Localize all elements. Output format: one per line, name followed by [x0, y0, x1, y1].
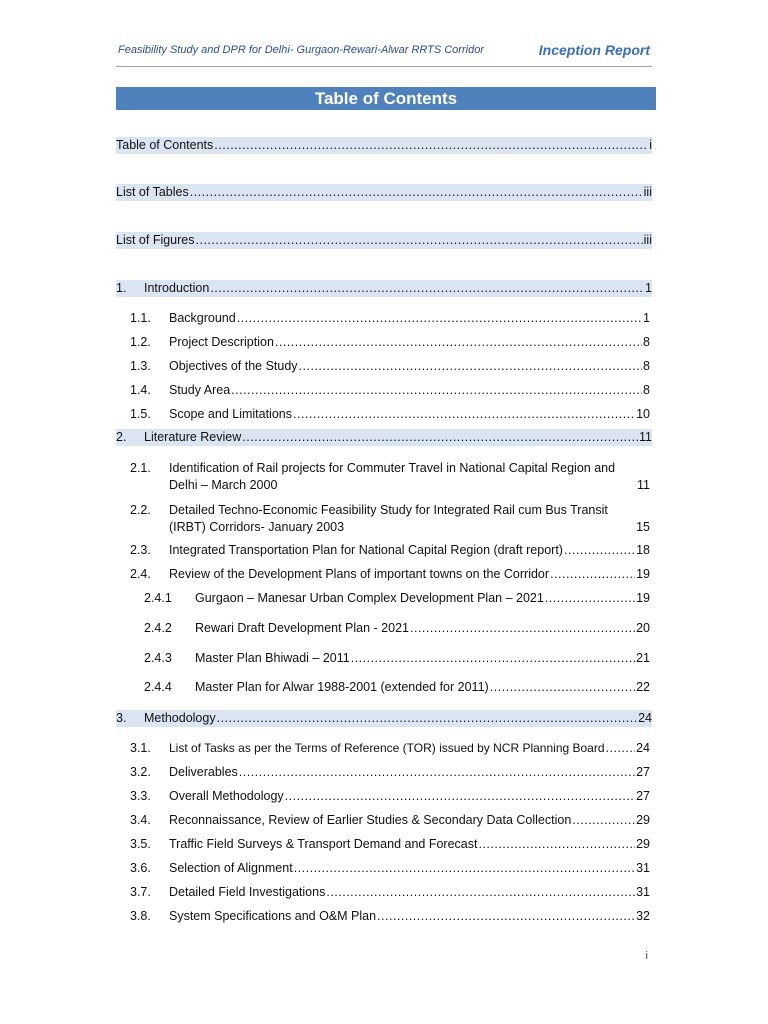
dot-leader [572, 813, 635, 828]
toc-entry-number: 2.3. [130, 543, 151, 557]
toc-entry-page: 31 [636, 885, 650, 899]
toc-entry-chapter-1[interactable] [116, 280, 652, 297]
toc-entry-page: 19 [636, 591, 650, 605]
toc-entry-list-of-figures[interactable] [116, 232, 652, 249]
dot-leader [490, 680, 635, 695]
toc-entry-title: Table of Contents [116, 138, 214, 152]
toc-entry-number: 2.4.3 [144, 651, 172, 665]
toc-entry-3-2[interactable] [130, 765, 650, 780]
toc-entry-title: System Specifications and O&M Plan [169, 909, 377, 923]
dot-leader [214, 138, 648, 153]
toc-entry-number: 3.5. [130, 837, 151, 851]
toc-entry-title: Master Plan for Alwar 1988-2001 (extended for 2011) [195, 680, 489, 694]
toc-entry-page: i [649, 138, 652, 152]
toc-entry-title: List of Figures [116, 233, 195, 247]
toc-entry-title: Selection of Alignment [169, 861, 293, 875]
toc-entry-page: 11 [637, 478, 650, 492]
toc-entry-3-8[interactable] [130, 909, 650, 924]
dot-leader [275, 335, 642, 350]
dot-leader [196, 233, 643, 248]
toc-entry-title: Objectives of the Study [169, 359, 298, 373]
dot-leader [237, 311, 642, 326]
dot-leader [326, 885, 635, 900]
toc-entry-2-4-2[interactable] [144, 621, 650, 636]
toc-entry-2-4-3[interactable] [144, 651, 650, 666]
toc-entry-chapter-2[interactable] [116, 429, 652, 446]
toc-entry-number: 3.8. [130, 909, 151, 923]
dot-leader [217, 711, 638, 726]
toc-entry-2-4-4[interactable] [144, 680, 650, 695]
toc-entry-title: Integrated Transportation Plan for National Capital Region (draft report) [169, 543, 563, 557]
toc-entry-title: Study Area [169, 383, 231, 397]
toc-entry-number: 1.1. [130, 311, 151, 325]
toc-entry-number: 3.2. [130, 765, 151, 779]
toc-entry-title: Introduction [144, 281, 210, 295]
page-number: i [645, 950, 648, 962]
toc-entry-title: Scope and Limitations [169, 407, 292, 421]
dot-leader [285, 789, 635, 804]
toc-entry-page: 29 [636, 813, 650, 827]
toc-entry-number: 3. [116, 711, 127, 725]
toc-entry-2-1[interactable] [130, 460, 650, 494]
toc-entry-number: 2.4.1 [144, 591, 172, 605]
toc-entry-page: 8 [643, 335, 650, 349]
dot-leader [377, 909, 635, 924]
document-title: Feasibility Study and DPR for Delhi- Gurgaon-Rewari-Alwar RRTS Corridor [118, 44, 484, 56]
dot-leader [478, 837, 635, 852]
toc-entry-title: Gurgaon – Manesar Urban Complex Development Plan – 2021 [195, 591, 544, 605]
toc-entry-title-line2: Delhi – March 2000 [169, 478, 278, 492]
toc-entry-page: 32 [636, 909, 650, 923]
toc-entry-number: 2.4. [130, 567, 151, 581]
dot-leader [231, 383, 642, 398]
dot-leader [190, 185, 643, 200]
toc-entry-2-2[interactable] [130, 502, 650, 536]
toc-entry-number: 3.1. [130, 741, 151, 755]
dot-leader [545, 591, 635, 606]
toc-entry-title: Project Description [169, 335, 274, 349]
toc-entry-page: 19 [636, 567, 650, 581]
toc-entry-number: 3.3. [130, 789, 151, 803]
toc-entry-number: 3.7. [130, 885, 151, 899]
toc-entry-1-5[interactable] [130, 407, 650, 422]
toc-entry-page: 15 [636, 520, 650, 534]
toc-entry-title: Overall Methodology [169, 789, 284, 803]
toc-entry-page: 18 [636, 543, 650, 557]
toc-entry-title: Rewari Draft Development Plan - 2021 [195, 621, 409, 635]
toc-entry-title: Master Plan Bhiwadi – 2011 [195, 651, 350, 665]
toc-entry-title: Review of the Development Plans of important towns on the Corridor [169, 567, 550, 581]
toc-entry-title: Literature Review [144, 430, 242, 444]
toc-entry-page: 1 [643, 311, 650, 325]
dot-leader [410, 621, 635, 636]
toc-entry-2-4[interactable] [130, 567, 650, 582]
toc-entry-title: Reconnaissance, Review of Earlier Studies & Secondary Data Collection [169, 813, 572, 827]
dot-leader [294, 861, 635, 876]
dot-leader [299, 359, 643, 374]
toc-entry-page: 1 [645, 281, 652, 295]
toc-entry-page: 29 [636, 837, 650, 851]
dot-leader [351, 651, 635, 666]
toc-entry-page: 31 [636, 861, 650, 875]
dot-leader [210, 281, 644, 296]
toc-entry-title: Background [169, 311, 236, 325]
toc-entry-1-3[interactable] [130, 359, 650, 374]
toc-entry-3-4[interactable] [130, 813, 650, 828]
toc-entry-2-4-1[interactable] [144, 591, 650, 606]
toc-entry-title: Deliverables [169, 765, 238, 779]
toc-entry-number: 2.2. [130, 503, 151, 517]
dot-leader [550, 567, 635, 582]
toc-entry-page: 24 [636, 741, 650, 755]
toc-entry-1-4[interactable] [130, 383, 650, 398]
report-type: Inception Report [538, 42, 650, 58]
toc-entry-page: iii [643, 233, 652, 247]
toc-entry-3-6[interactable] [130, 861, 650, 876]
toc-entry-title: Methodology [144, 711, 216, 725]
toc-entry-page: 8 [643, 359, 650, 373]
toc-entry-title-line1: Identification of Rail projects for Commuter Travel in National Capital Region and [169, 461, 616, 475]
toc-entry-3-3[interactable] [130, 789, 650, 804]
toc-entry-page: 22 [636, 680, 650, 694]
toc-entry-3-7[interactable] [130, 885, 650, 900]
dot-leader [242, 430, 638, 445]
toc-entry-number: 1.2. [130, 335, 151, 349]
toc-entry-number: 3.6. [130, 861, 151, 875]
toc-entry-title: Traffic Field Surveys & Transport Demand and Forecast [169, 837, 478, 851]
toc-entry-3-1[interactable] [130, 741, 650, 756]
toc-entry-page: 10 [636, 407, 650, 421]
toc-entry-number: 2.4.2 [144, 621, 172, 635]
toc-entry-number: 1.3. [130, 359, 151, 373]
dot-leader [293, 407, 635, 422]
toc-entry-page: 20 [636, 621, 650, 635]
toc-entry-page: 8 [643, 383, 650, 397]
toc-entry-page: 27 [636, 765, 650, 779]
toc-entry-1-1[interactable] [130, 311, 650, 326]
toc-entry-number: 2. [116, 430, 127, 444]
toc-entry-number: 2.4.4 [144, 680, 172, 694]
toc-entry-1-2[interactable] [130, 335, 650, 350]
toc-entry-page: 24 [638, 711, 652, 725]
toc-entry-title: Detailed Field Investigations [169, 885, 326, 899]
dot-leader [606, 741, 636, 756]
toc-entry-number: 1.5. [130, 407, 151, 421]
toc-entry-number: 2.1. [130, 461, 151, 475]
toc-entry-chapter-3[interactable] [116, 710, 652, 727]
toc-entry-2-3[interactable] [130, 543, 650, 558]
toc-entry-page: iii [643, 185, 652, 199]
toc-entry-number: 1. [116, 281, 127, 295]
toc-entry-list-of-tables[interactable] [116, 184, 652, 201]
toc-entry-table-of-contents[interactable] [116, 137, 652, 154]
dot-leader [239, 765, 635, 780]
toc-entry-3-5[interactable] [130, 837, 650, 852]
toc-heading: Table of Contents [116, 87, 656, 110]
toc-entry-title-line2: (IRBT) Corridors- January 2003 [169, 520, 345, 534]
toc-entry-number: 1.4. [130, 383, 151, 397]
toc-entry-page: 21 [636, 651, 650, 665]
toc-entry-title: List of Tables [116, 185, 189, 199]
page-header [116, 40, 652, 67]
toc-entry-title-line1: Detailed Techno-Economic Feasibility Study for Integrated Rail cum Bus Transit [169, 503, 608, 517]
toc-entry-number: 3.4. [130, 813, 151, 827]
toc-entry-page: 11 [639, 430, 652, 444]
toc-entry-page: 27 [636, 789, 650, 803]
dot-leader [564, 543, 635, 558]
toc-entry-title: List of Tasks as per the Terms of Reference (TOR) issued by NCR Planning Board [169, 741, 605, 755]
